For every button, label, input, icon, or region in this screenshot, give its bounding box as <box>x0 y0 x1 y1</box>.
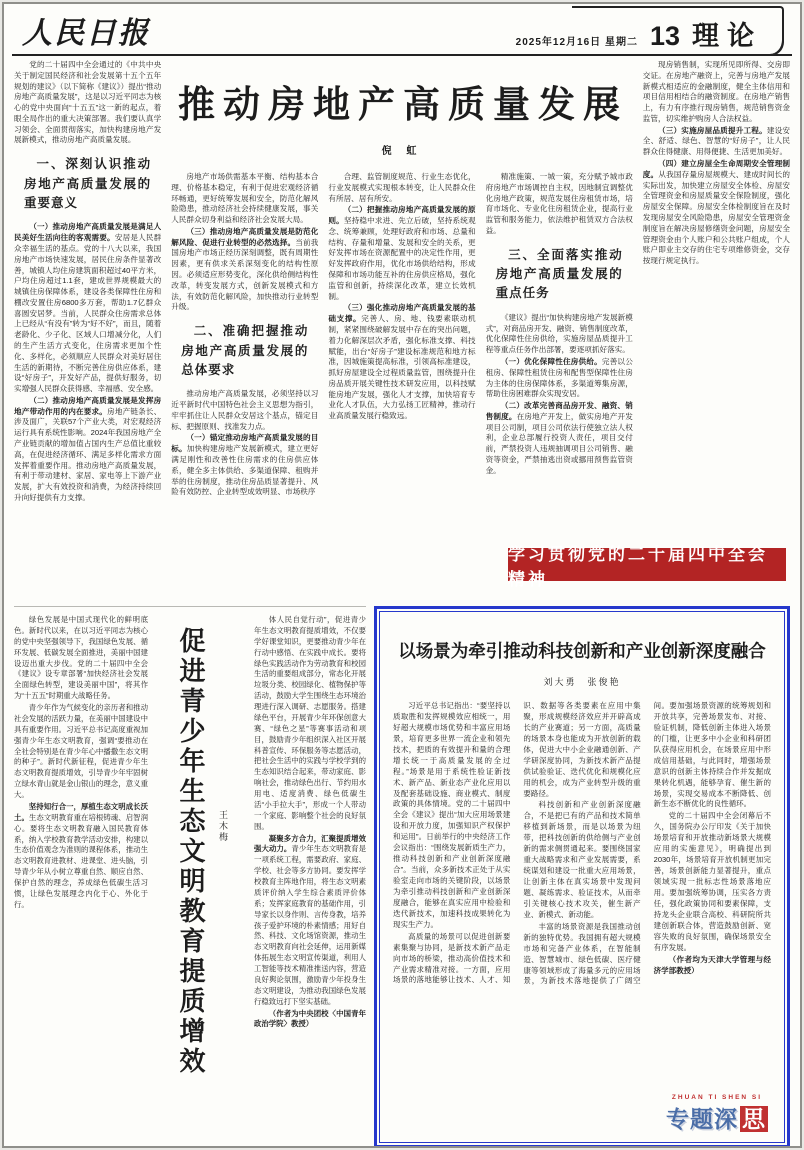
section-title: 理论 <box>692 21 762 51</box>
paragraph: 习近平总书记指出：“要坚持以质取胜和发挥规模效应相统一，用好超大规模市场优势和丰富应用场景，培育更多世界一流企业和领先技术，把质的有效提升和量的合理增长统一于高质量发展的全过程。”场景是用于系统性验证新技术、新产品、新业态产业化应用以及配套基础设施、商业模式、制度政策的具体情境。党的二十届四中全会《建议》提出“加大应用场景建设和开放力度，加强知识产权保护和运用”。日前举行的中央经济工作会议指出：“围绕发展新质生产力，推动科技创新和产业创新深度融合”。当前，众多新技术正处于从实验室走向市场的关键阶段，以场景为牵引推动科技创新和产业创新深度融合，能够在真实应用中检验和迭代新技术，加速科技成果转化为现实生产力。 <box>393 701 511 929</box>
paragraph: （一）优化保障性住房供给。完善以公租房、保障性租赁住房和配售型保障性住房为主体的住房保障体系，多渠道筹集房源，帮助住房困难群众实现安居。 <box>485 356 633 399</box>
paragraph: 精准施策、一城一策，充分赋予城市政府房地产市场调控自主权，因地制宜调整优化房地产政策，规范发展住房租赁市场，培育市场化、专业化住房租赁企业，提高行业监管和服务能力，依法维护租赁双方合法权益。 <box>485 172 633 235</box>
paragraph: 体人民自觉行动”，促进青少年生态文明教育提质增效，不仅要学好课堂知识，更要推动青少年在行动中感悟、在实践中成长。要将绿色实践活动作为劳动教育和校园生活的重要组成部分，常态化开展垃圾分类、校园绿化、植物保护等活动，鼓励大学生围绕生态环境治理进行深入调研、志愿服务。搭建绿色平台，开展青少年环保创意大赛、“绿色之星”等赛事活动和项目，鼓励青少年组织深入社区开展科普宣传、环保服务等志愿活动，把社会生活中的实践与学校学到的生态知识结合起来，带动家庭、影响社会，推动绿色出行、节约用水用电、适度消费、绿色低碳生活“小手拉大手”，形成一个人带动一个家庭、影响整个社会的良好氛围。 <box>254 615 366 831</box>
paragraph: 凝聚多方合力，汇聚提质增效强大动力。青少年生态文明教育是一项系统工程，需要政府、家庭、学校、社会等多方协同。要发挥学校教育主阵地作用，将生态文明素质评价纳入学生综合素质评价体系；发挥家庭教育的基础作用，引导家长以身作则、言传身教，培养孩子爱护环境的朴素情感；用好自然、科技、文化场馆资源，推动生态文明教育向社会延伸，运用新媒体拓展生态文明宣传渠道，利用人工智能等技术精准推送内容，营造良好舆论氛围，激励青少年投身生态文明建设，为推动我国绿色发展行稳致远打下坚实基础。 <box>254 833 366 1006</box>
paragraph: 现房销售制，实现所见即所得、交房即交证。在房地产融资上，完善与房地产发展新模式相适应的金融制度，健全主体信用和项目信用相结合的融资制度。在房地产销售上，有力有序推行现房销售，规范销售资金监管，切实维护购房人合法权益。 <box>642 60 790 123</box>
author-note: （作者均为天津大学管理与经济学部教授） <box>653 954 771 975</box>
scene-article-byline: 刘大勇 张俊艳 <box>543 677 621 687</box>
paragraph: 《建议》提出“加快构建房地产发展新模式”，对商品房开发、融资、销售制度改革，优化保障性住房供给，实施房屋品质提升工程等重点任务作出部署，要逐项抓好落实。 <box>485 312 633 355</box>
paragraph-lead: （一）优化保障性住房供给。 <box>500 356 602 366</box>
paragraph-lead: 凝聚多方合力，汇聚提质增效强大动力。 <box>254 833 366 854</box>
badge-title <box>666 1101 768 1134</box>
article-column-1 <box>14 60 161 600</box>
paragraph: （一）锚定推动房地产高质量发展的目标。加快构建房地产发展新模式，建立更好满足刚性和改善性住房需求的住房供应体系，健全多主体供给、多渠道保障、租购并举的住房制度，推动住房品质显著提升、风险有效防控、企业转型成效明显、市场秩序 <box>171 433 319 497</box>
paragraph: 坚持知行合一，厚植生态文明成长沃土。生态文明教育重在培根铸魂、启智润心。要将生态文明教育融入国民教育体系，纳入学校教育教学活动安排，构建以生态价值观念为准则的课程体系，推动生态文明教育进教材、进课堂、进头脑，引导青少年从小树立尊重自然、顺应自然、保护自然的理念，养成绿色低碳生活习惯，让绿色发展理念内化于心、外化于行。 <box>14 801 148 909</box>
paragraph: 党的二十届四中全会通过的《中共中央关于制定国民经济和社会发展第十五个五年规划的建议》（以下简称《建议》）提出“推动房地产高质量发展”，这是以习近平同志为核心的党中央面向“十五五”这一新的起点，着眼全局作出的重大决策部署。我们要认真学习领会、全面贯彻落实，加快构建房地产发展新模式，推动房地产高质量发展。 <box>14 60 162 145</box>
scene-article <box>379 611 785 1143</box>
paragraph: 党的二十届四中全会闭幕后不久，国务院办公厅印发《关于加快场景培育和开放推动新场景大规模应用的实施意见》，明确提出到2030年，场景培育开放机制更加完善，场景创新能力显著提升，重点领域实现一批标志性场景落地应用。要加强统筹协调，压实各方责任，强化政策协同和要素保障，支持龙头企业联合高校、科研院所共建创新联合体，营造鼓励创新、宽容失败的良好氛围，确保场景安全有序发展。 <box>653 811 771 952</box>
section-heading: 二、准确把握推动房地产高质量发展的总体要求 <box>181 324 309 377</box>
publication-date: 2025年12月16日 星期二 <box>515 37 638 48</box>
section-heading: 一、深刻认识推动房地产高质量发展的重要意义 <box>24 157 152 210</box>
paragraph: 推动房地产高质量发展，必须坚持以习近平新时代中国特色社会主义思想为指引，牢牢抓住让人民群众安居这个基点，锚定目标、把握原则、找准发力点。 <box>171 389 319 431</box>
youth-article-column-2 <box>254 615 366 1148</box>
page-number: 13 <box>649 21 680 51</box>
author-note: （作者为中央团校〈中国青年政治学院〉教授） <box>254 1008 366 1029</box>
vertical-headline-band <box>155 615 247 1148</box>
paragraph: 房地产市场供需基本平衡、结构基本合理、价格基本稳定，有利于促进宏观经济循环畅通，更好统筹发展和安全，防范化解风险隐患，推动经济社会持续健康发展，事关人民群众切身利益和经济社会发展大局。 <box>171 172 319 225</box>
theme-banner: 学习贯彻党的二十届四中全会精神 <box>508 548 786 581</box>
badge-pinyin: ZHUAN TI SHEN SI <box>671 1094 763 1101</box>
youth-article-title: 促进青少年生态文明教育提质增效 <box>175 627 205 1077</box>
paragraph: 绿色发展是中国式现代化的鲜明底色。新时代以来，在以习近平同志为核心的党中央坚强领导下，我国绿色发展、循环发展、低碳发展全面推进，美丽中国建设迈出重大步伐。党的二十届四中全会《建议》设专章部署“加快经济社会发展全面绿色转型，建设美丽中国”，将其作为“十五五”时期重大战略任务。 <box>14 615 148 701</box>
special-topic-badge <box>666 1094 768 1134</box>
paragraph-lead: （二）推动房地产高质量发展是发挥房地产带动作用的内在要求。 <box>14 395 162 416</box>
paragraph-lead: （一）锚定推动房地产高质量发展的目标。 <box>171 433 319 454</box>
scene-article-body <box>393 701 771 1097</box>
paragraph: 科技创新和产业创新深度融合，不是把已有的产品和技术简单移植到新场景，而是以场景为纽带，把科技创新的供给侧与产业创新的需求侧贯通起来。要围绕国家重大战略需求和产业发展需要，系统谋划和建设一批重大应用场景，让创新主体在真实场景中发现问题、凝练需求、验证技术，从而牵引关键核心技术攻关，催生新产业、新模式、新动能。 <box>523 800 641 919</box>
paragraph: 丰富的场景资源是我国推动创新的独特优势。我国拥有超大规模市场和完备产业体系，在智能制造、智慧城市、绿色低碳、医疗健康等领域形成了海量多元的应用场景，为新技术落地提供了广阔空间。要加强场景资源的统筹规划和开放共享，完善场景发布、对接、验证机制，降低创新主体进入场景的门槛，让更多中小企业和科研团队获得应用机会，在场景应用中形成信用基础，与此同时，增强场景意识的创新主体持续合作并发掘成果转化机遇，能够孕育、催生新的场景，实现交易成本不断降低、创新生态不断优化的良性循环。 <box>523 701 771 986</box>
paragraph: （一）推动房地产高质量发展是满足人民美好生活向往的客观需要。安居是人民群众幸福生活的基点。党的十八大以来，我国房地产市场快速发展，居民住房条件显著改善，城镇人均住房建筑面积超过40平方米，户均住房超过1.1套，建成世界规模最大的城镇住房保障体系，建设各类保障性住房和棚改安置住房6800多万套，帮助1.7亿群众喜圆安居梦。当前，人民群众住房需求总体上已经从“有没有”转为“好不好”，而且，随着老龄化、少子化、区域人口增减分化，人们的生产生活方式变化，住房需求更加个性化、多样化，必须顺应人民群众对美好居住生活的新期待，不断完善住房供应体系，建设“好房子”，开发好产品，提供好服务，切实增强人民群众获得感、幸福感、安全感。 <box>14 222 162 394</box>
paragraph: 高质量的场景可以促进创新要素集聚与协同，是新技术新产品走向市场的桥梁，推动高价值技术和产业需求精准对接。一方面，应用场景的落地能够让技术、人才、知识、数据等各类要素在应用中集聚，形成规模经济效应并开辟高成长的产业赛道；另一方面，高质量的场景本身也能成为开放创新的载体，促进大中小企业融通创新、产学研深度协同，为新技术新产品提供试验验证、迭代优化和规模化应用的机会，成为产业转型升级的重要路径。 <box>393 701 641 985</box>
youth-article <box>14 606 366 1148</box>
main-article <box>14 60 790 600</box>
section-heading: 三、全面落实推动房地产高质量发展的重点任务 <box>495 247 623 301</box>
page-header <box>12 4 792 56</box>
paragraph: （二）改革完善商品房开发、融资、销售制度。在房地产开发上，做实房地产开发项目公司制，项目公司依法行使独立法人权利，企业总部履行投资人责任，项目交付前，严禁投资人违规抽调项目公司销售、融资等资金，严禁抽逃出资或挪用预售监管资金。 <box>485 401 633 475</box>
paragraph-lead: （一）推动房地产高质量发展是满足人民美好生活向往的客观需要。 <box>14 222 162 243</box>
paragraph: 合理、监管制度规范、行业生态优化，行业发展模式实现根本转变，让人民群众住有所居、居有所安。 <box>328 172 476 203</box>
badge-title-last: 思 <box>742 1106 766 1132</box>
bottom-section <box>14 606 790 1148</box>
badge-title-main: 专题深 <box>666 1106 738 1132</box>
paragraph-lead: （三）实施房屋品质提升工程。 <box>657 125 767 135</box>
header-right <box>516 14 762 53</box>
scene-article-title: 以场景为牵引推动科技创新和产业创新深度融合 <box>398 642 766 662</box>
paragraph: （三）强化推动房地产高质量发展的基础支撑。完善人、房、地、钱要素联动机制，紧紧围绕破解发展中存在的突出问题，着力化解深层次矛盾，强化标准支撑、科技赋能，出台“好房子”建设标准规范和地方标准，因城施策提高标准，引领高标准建设，抓好房屋建设全过程质量监管，围绕提升住房品质开展关键性技术研发应用，以科技赋能房地产发展，强化人才支撑，加快培育专业化人才队伍，大力弘扬工匠精神，推动行业高质量发展行稳致远。 <box>328 303 476 421</box>
main-headline-block <box>178 74 626 161</box>
paragraph-lead: （二）把握推动房地产高质量发展的原则。 <box>328 205 476 226</box>
scene-article-box <box>374 606 790 1148</box>
paragraph: （三）推动房地产高质量发展是防范化解风险、促进行业转型的必然选择。当前我国房地产市场正经历深刻调整，既有周期性因素，更有供求关系深刻变化的结构性原因。必须适应形势变化，深化供给侧结构性改革，转变发展方式，创新发展模式和方法，有效防范化解风险，加快推动行业转型升级。 <box>171 226 319 312</box>
youth-article-author: 王木梅 <box>218 810 228 843</box>
paragraph-lead: （三）强化推动房地产高质量发展的基础支撑。 <box>328 303 476 324</box>
paragraph: （二）推动房地产高质量发展是发挥房地产带动作用的内在要求。房地产链条长、涉及面广，关联57个产业大类，对宏观经济运行具有系统性影响。2024年我国房地产全产业链贡献的增加值占国内生产总值比重较高，在促进经济循环、满足多样化需求方面发挥着重要作用。推动房地产高质量发展，有利于带动建材、家居、家电等上下游产业发展，扩大有效投资和消费，为经济持续回升向好提供有力支撑。 <box>14 395 162 502</box>
paragraph: （三）实施房屋品质提升工程。建设安全、舒适、绿色、智慧的“好房子”，让人民群众住得健康、用得便捷、生活更加美好。 <box>642 125 790 157</box>
paragraph: （四）建立房屋全生命周期安全管理制度。从我国存量房屋规模大、建成时间长的实际出发，加快建立房屋安全体检、房屋安全管理资金和房屋质量安全保险制度，强化房屋安全保障。房屋安全体检制度旨在及时发现房屋安全风险隐患，房屋安全管理资金制度旨在解决房屋修缮资金问题，房屋安全管理资金由个人账户和公共账户组成，个人账户即业主交存的住宅专项维修资金，交存按现行规定执行。 <box>642 159 790 266</box>
article-column-5 <box>643 60 790 542</box>
paragraph: （二）把握推动房地产高质量发展的原则。坚持稳中求进、先立后破，坚持系统观念、统筹兼顾，处理好政府和市场、总量和结构、存量和增量、发展和安全的关系，更好发挥市场在资源配置中的决定性作用，更好发挥政府作用，优化市场供给结构，形成保障和市场功能互补的住房供应格局，强化监管和创新，持续深化改革，建立长效机制。 <box>328 205 476 301</box>
newspaper-page <box>2 2 802 1148</box>
masthead-logo: 人民日报 <box>22 16 150 51</box>
paragraph-lead: （二）改革完善商品房开发、融资、销售制度。 <box>485 401 633 421</box>
paragraph-lead: （四）建立房屋全生命周期安全管理制度。 <box>642 159 790 179</box>
paragraph-lead: 坚持知行合一，厚植生态文明成长沃土。 <box>14 801 148 822</box>
paragraph: 青少年作为气候变化的亲历者和推动社会发展的活跃力量，在美丽中国建设中具有重要作用。习近平总书记高度重视加强青少年生态文明教育，强调“要推动在全社会特别是在青少年心中播撒生态文明的种子”。新时代新征程，促进青少年生态文明教育提质增效，引导青少年牢固树立绿水青山就是金山银山的理念，意义重大。 <box>14 703 148 799</box>
main-article-byline: 倪 虹 <box>381 146 423 157</box>
main-article-title: 推动房地产高质量发展 <box>178 84 628 125</box>
youth-article-column-1 <box>14 615 148 1148</box>
paragraph-lead: （三）推动房地产高质量发展是防范化解风险、促进行业转型的必然选择。 <box>171 226 319 247</box>
